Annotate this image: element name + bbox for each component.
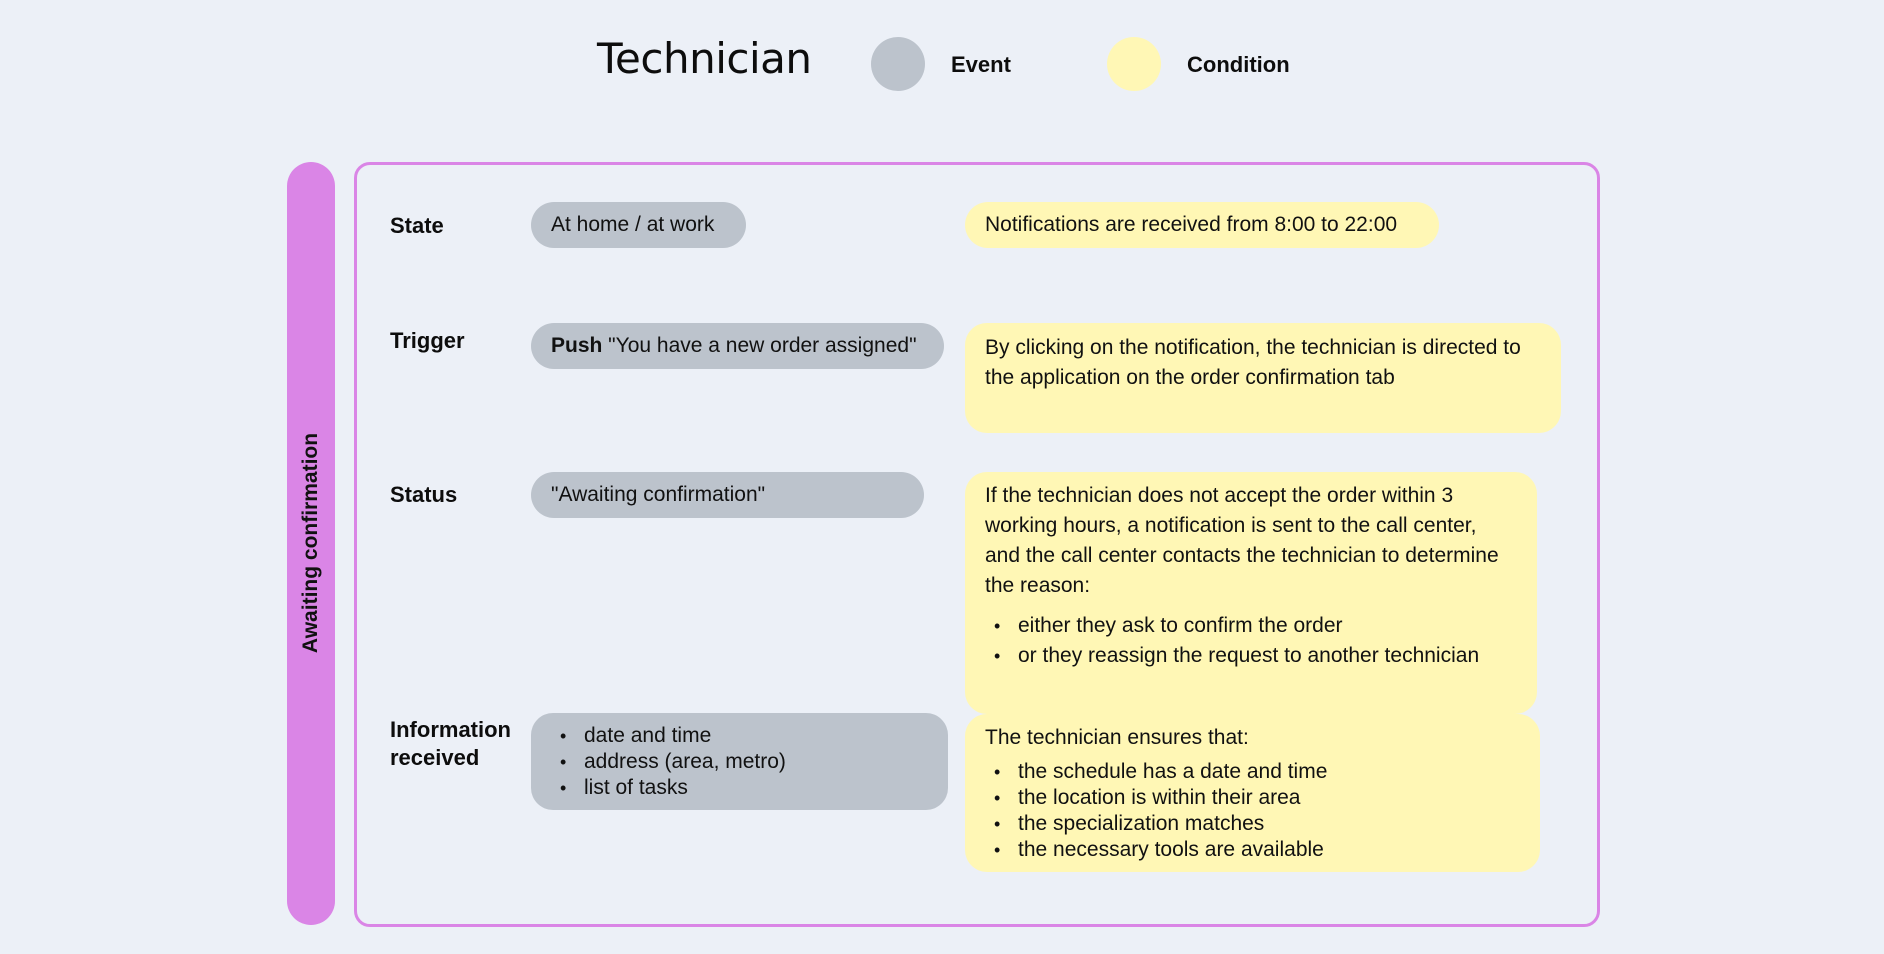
info-condition-pill: [965, 714, 1540, 872]
trigger-event-text: "You have a new order assigned": [602, 334, 917, 357]
legend-condition-label: Condition: [1187, 52, 1290, 77]
list-item: • either they ask to confirm the order: [1018, 611, 1517, 641]
row-label-state: State: [390, 213, 444, 238]
legend-event-swatch: [871, 37, 925, 91]
info-event-pill: [531, 713, 948, 810]
state-event-text: At home / at work: [551, 213, 715, 236]
state-condition-pill: [965, 202, 1439, 248]
list-item: • or they reassign the request to another technician: [1018, 641, 1517, 671]
list-item: • date and time: [584, 723, 928, 749]
list-item: • the schedule has a date and time: [1018, 759, 1520, 785]
list-item: • address (area, metro): [584, 749, 928, 775]
info-condition-list: [985, 759, 1520, 863]
trigger-condition-pill: [965, 323, 1561, 433]
legend-event-label: Event: [951, 52, 1011, 77]
status-event-text: "Awaiting confirmation": [551, 483, 766, 506]
legend-condition-swatch: [1107, 37, 1161, 91]
status-condition-list: [985, 611, 1517, 671]
row-label-information-line1: Information: [390, 717, 511, 742]
status-event-pill: [531, 472, 924, 518]
info-event-list: [551, 723, 928, 801]
status-condition-pill: [965, 472, 1537, 714]
status-condition-intro: If the technician does not accept the order within 3 working hours, a notification is sent to the call center, and the call center contacts the technician to determine the reason:: [985, 484, 1499, 597]
info-condition-intro: The technician ensures that:: [985, 726, 1249, 749]
trigger-event-pill: [531, 323, 944, 369]
diagram-title: Technician: [597, 34, 812, 83]
trigger-event-bold: Push: [551, 334, 603, 357]
trigger-condition-text: By clicking on the notification, the technician is directed to the application on the order confirmation tab: [985, 336, 1521, 389]
row-label-trigger: Trigger: [390, 328, 465, 353]
list-item: • the specialization matches: [1018, 811, 1520, 837]
state-condition-text: Notifications are received from 8:00 to 22:00: [985, 213, 1398, 236]
swimlane-label: Awaiting confirmation: [299, 432, 322, 654]
state-event-pill: [531, 202, 746, 248]
list-item: • the location is within their area: [1018, 785, 1520, 811]
row-label-status: Status: [390, 482, 458, 507]
row-label-information-line2: received: [390, 745, 480, 770]
row-label-information: [390, 716, 511, 772]
list-item: • list of tasks: [584, 775, 928, 801]
list-item: • the necessary tools are available: [1018, 837, 1520, 863]
